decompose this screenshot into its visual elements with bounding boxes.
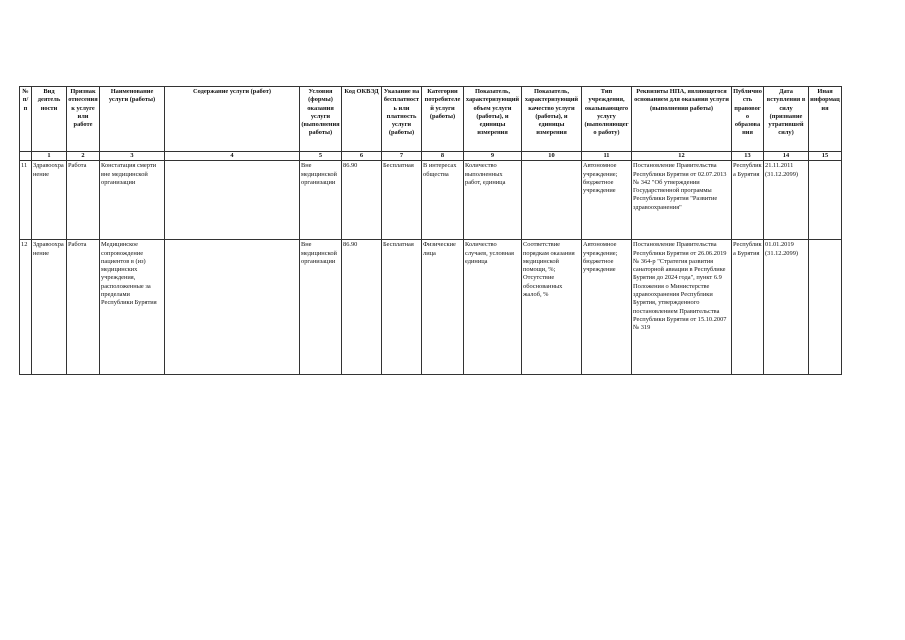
header-cell: Категории потребителей услуги (работы) <box>422 87 464 152</box>
column-number: 7 <box>382 152 422 161</box>
header-cell: Дата вступления в силу (признание утратившей силу) <box>764 87 809 152</box>
column-number: 5 <box>300 152 342 161</box>
column-number <box>20 152 32 161</box>
column-number: 8 <box>422 152 464 161</box>
other-info-cell <box>809 240 842 375</box>
header-cell: Признак отнесения к услуге или работе <box>67 87 100 152</box>
column-number: 10 <box>522 152 582 161</box>
header-cell: Реквизиты НПА, являющегося основанием для оказания услуги (выполнения работы) <box>632 87 732 152</box>
date-cell: 21.11.2011 (31.12.2099) <box>764 161 809 240</box>
date-cell: 01.01.2019 (31.12.2099) <box>764 240 809 375</box>
content-cell <box>165 240 300 375</box>
institution-type-cell: Автономное учреждение; бюджетное учреждение <box>582 240 632 375</box>
sign-cell: Работа <box>67 240 100 375</box>
volume-cell: Количество выполненных работ, единица <box>464 161 522 240</box>
column-number: 14 <box>764 152 809 161</box>
header-cell: Тип учреждения, оказывающего услугу (выполняющего работу) <box>582 87 632 152</box>
quality-cell: Соответствие порядкам оказания медицинской помощи, %; Отсутствие обоснованных жалоб, % <box>522 240 582 375</box>
header-cell: № п/п <box>20 87 32 152</box>
column-number: 9 <box>464 152 522 161</box>
column-number: 1 <box>32 152 67 161</box>
payment-cell: Бесплатная <box>382 240 422 375</box>
service-name-cell: Медицинское сопровождение пациентов в (из) медицинских учреждения, расположенные за пределами Республики Бурятия <box>100 240 165 375</box>
okved-cell: 86.90 <box>342 240 382 375</box>
table-row <box>20 240 842 375</box>
header-cell: Указание на бесплатность или платность услуги (работы) <box>382 87 422 152</box>
other-info-cell <box>809 161 842 240</box>
conditions-cell: Вне медицинской организации <box>300 161 342 240</box>
header-cell: Вид деятель ности <box>32 87 67 152</box>
header-row <box>20 87 842 152</box>
quality-cell <box>522 161 582 240</box>
content-cell <box>165 161 300 240</box>
column-number: 13 <box>732 152 764 161</box>
header-cell: Публичность правового образования <box>732 87 764 152</box>
activity-cell: Здравоохранение <box>32 161 67 240</box>
header-cell: Код ОКВЭД <box>342 87 382 152</box>
category-cell: В интересах общества <box>422 161 464 240</box>
row-number: 11 <box>20 161 32 240</box>
okved-cell: 86.90 <box>342 161 382 240</box>
public-entity-cell: Республика Бурятия <box>732 240 764 375</box>
column-number-row <box>20 152 842 161</box>
category-cell: Физические лица <box>422 240 464 375</box>
npa-cell: Постановление Правительства Республики Бурятия от 26.06.2019 № 364-р "Стратегия развития санаторной авиации в Республике Бурятия до 2024 года", пункт 6.9 Положения о Министерстве здравоохранения Республики Бурятия, утвержденного постановлением Правительства Республики Бурятия от 15.10.2007 № 319 <box>632 240 732 375</box>
header-cell: Условия (формы) оказания услуги (выполнения работы) <box>300 87 342 152</box>
column-number: 12 <box>632 152 732 161</box>
row-number: 12 <box>20 240 32 375</box>
conditions-cell: Вне медицинской организации <box>300 240 342 375</box>
column-number: 11 <box>582 152 632 161</box>
services-table <box>19 86 842 375</box>
document-page <box>19 86 841 375</box>
table-row <box>20 161 842 240</box>
header-cell: Показатель, характеризующий объем услуги (работы), и единицы измерения <box>464 87 522 152</box>
public-entity-cell: Республика Бурятия <box>732 161 764 240</box>
service-name-cell: Констатация смерти вне медицинской организации <box>100 161 165 240</box>
activity-cell: Здравоохранение <box>32 240 67 375</box>
payment-cell: Бесплатная <box>382 161 422 240</box>
header-cell: Показатель, характеризующий качество услуги (работы), и единицы измерения <box>522 87 582 152</box>
sign-cell: Работа <box>67 161 100 240</box>
header-cell: Иная информация <box>809 87 842 152</box>
column-number: 15 <box>809 152 842 161</box>
header-cell: Наименование услуги (работы) <box>100 87 165 152</box>
institution-type-cell: Автономное учреждение; бюджетное учреждение <box>582 161 632 240</box>
header-cell: Содержание услуги (работ) <box>165 87 300 152</box>
column-number: 2 <box>67 152 100 161</box>
column-number: 6 <box>342 152 382 161</box>
volume-cell: Количество случаев, условная единица <box>464 240 522 375</box>
npa-cell: Постановление Правительства Республики Бурятия от 02.07.2013 № 342 "Об утверждении Государственной программы Республики Бурятия "Развитие здравоохранения" <box>632 161 732 240</box>
column-number: 4 <box>165 152 300 161</box>
column-number: 3 <box>100 152 165 161</box>
